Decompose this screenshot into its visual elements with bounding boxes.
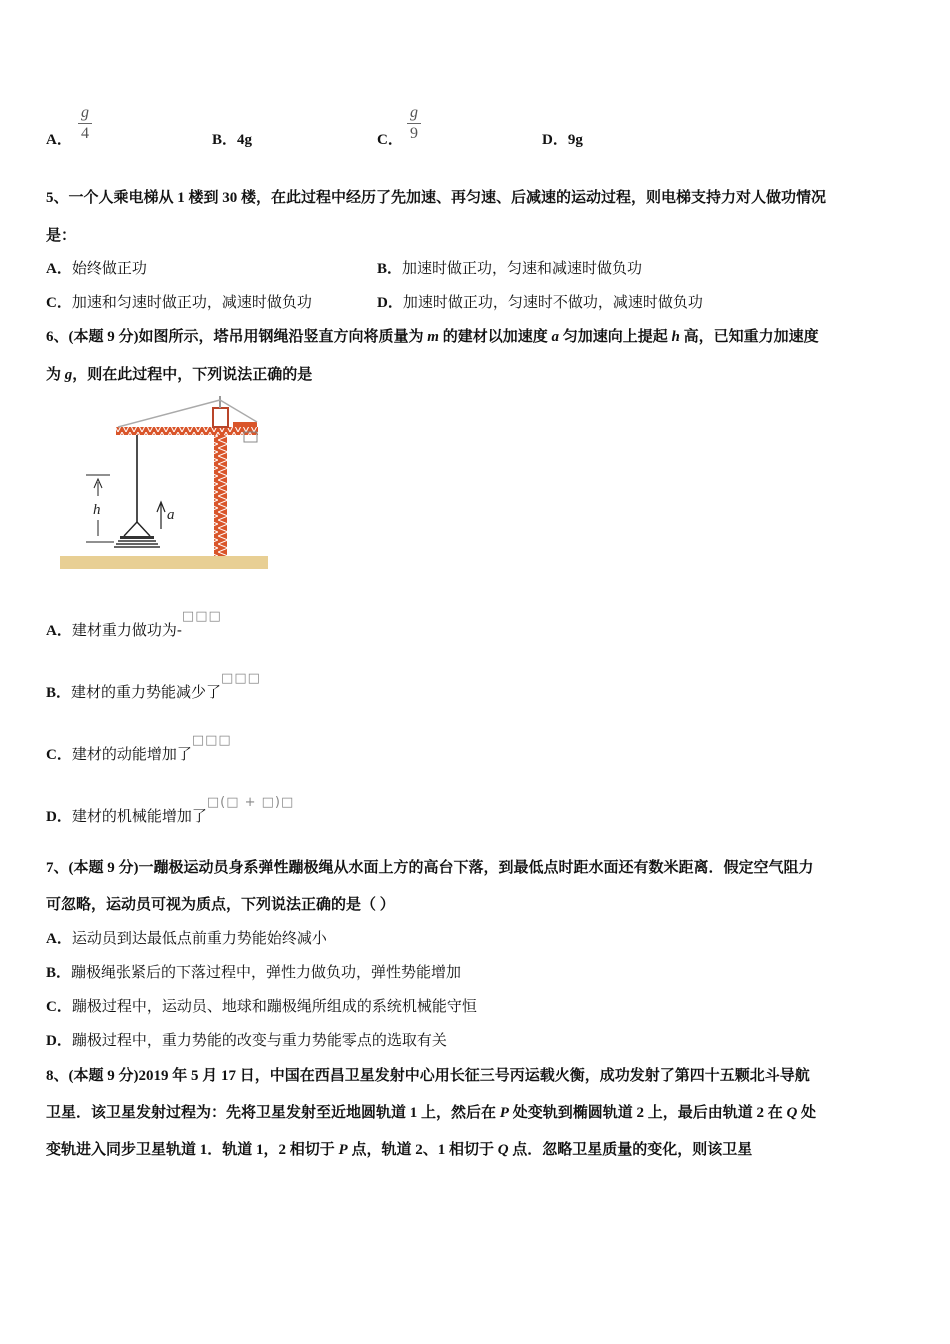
option-letter: C． — [377, 132, 403, 148]
q7-option-c — [46, 995, 477, 1016]
q8-text: 2019 年 5 月 17 日，中国在西昌卫星发射中心用长征三号丙运载火衡，成功发射了第四十五颗北斗导航 — [138, 1068, 810, 1084]
option-text: 建材的动能增加了 — [71, 745, 192, 763]
option-letter: C． — [46, 295, 72, 311]
var-q: Q — [786, 1105, 798, 1121]
q4-option-b — [212, 128, 252, 149]
option-text: 加速时做正功，匀速时不做功，减速时做负功 — [402, 293, 703, 311]
option-text: 4g — [237, 132, 253, 148]
q6-text: ，则在此过程中，下列说法正确的是 — [72, 367, 313, 383]
option-letter: A． — [46, 931, 72, 947]
q5-option-c — [46, 291, 312, 312]
option-text: 蹦极过程中，重力势能的改变与重力势能零点的选取有关 — [71, 1031, 447, 1049]
q8-text: 点，轨道 2、1 相切于 — [347, 1142, 498, 1158]
ground — [60, 556, 268, 569]
q6-option-c — [46, 733, 232, 764]
option-text: 运动员到达最低点前重力势能始终减小 — [71, 929, 327, 947]
q7-stem-line1 — [46, 856, 814, 877]
question-number: 6、 — [46, 329, 69, 345]
var-h: h — [671, 329, 680, 345]
crane-tie-rod — [118, 400, 220, 427]
option-letter: A． — [46, 132, 72, 148]
var-g: g — [64, 367, 73, 383]
option-text: 蹦极绳张紧后的下落过程中，弹性力做负功，弹性势能增加 — [71, 963, 462, 981]
q6-text: 的建材以加速度 — [438, 329, 552, 345]
q4-option-c — [377, 128, 403, 149]
option-text: 建材重力做功为- — [71, 621, 182, 639]
height-label: h — [93, 502, 101, 518]
q8-stem-line3 — [46, 1138, 752, 1159]
q6-option-b — [46, 671, 261, 702]
q8-text: 卫星．该卫星发射过程为：先将卫星发射至近地圆轨道 1 上，然后在 — [46, 1105, 500, 1121]
q6-text: 如图所示，塔吊用钢绳沿竖直方向将质量为 — [138, 329, 428, 345]
option-letter: B． — [212, 132, 238, 148]
q7-option-b — [46, 961, 461, 982]
option-letter: A． — [46, 261, 72, 277]
q4-option-d — [542, 128, 583, 149]
option-text: 始终做正功 — [71, 259, 147, 277]
q6-text: 匀加速向上提起 — [558, 329, 672, 345]
crane-counter-jib — [233, 422, 257, 427]
option-text: 加速和匀速时做正功，减速时做负功 — [71, 293, 312, 311]
var-p: P — [338, 1142, 348, 1158]
q5-option-d — [377, 291, 703, 312]
q7-option-d — [46, 1029, 447, 1050]
q8-text: 处变轨到椭圆轨道 2 上，最后由轨道 2 在 — [508, 1105, 787, 1121]
option-text: 加速时做正功，匀速和减速时做负功 — [402, 259, 643, 277]
var-q: Q — [497, 1142, 509, 1158]
q5-stem-line1: 5、一个人乘电梯从 1 楼到 30 楼，在此过程中经历了先加速、再匀速、后减速的运动过程，则电梯支持力对人做功情况 — [46, 190, 827, 206]
option-letter: A． — [46, 623, 72, 639]
option-letter: D． — [542, 132, 568, 148]
option-text: 建材的重力势能减少了 — [71, 683, 222, 701]
question-number: 7、 — [46, 860, 69, 876]
option-text: 建材的机械能增加了 — [71, 807, 207, 825]
q4-option-a-fraction — [78, 104, 92, 143]
tower-crane-figure — [58, 392, 272, 574]
option-letter: B． — [46, 965, 72, 981]
q8-text: 点．忽略卫星质量的变化，则该卫星 — [508, 1142, 753, 1158]
building-material-load — [114, 536, 160, 547]
option-formula: □□□ — [181, 609, 222, 624]
q7-option-a — [46, 927, 327, 948]
q6-text: 为 — [46, 367, 65, 383]
option-letter: C． — [46, 999, 72, 1015]
q6-option-a — [46, 609, 222, 640]
crane-top — [213, 408, 228, 427]
option-letter: D． — [46, 1033, 72, 1049]
option-formula: □□□ — [191, 733, 232, 748]
denominator: 4 — [81, 125, 89, 142]
q6-stem-line2 — [46, 363, 312, 384]
question-number: 8、 — [46, 1068, 69, 1084]
var-m: m — [427, 329, 439, 345]
option-formula: □(□ + □)□ — [206, 795, 295, 810]
option-letter: D． — [46, 809, 72, 825]
q7-text: 一蹦极运动员身系弹性蹦极绳从水面上方的高台下落，到最低点时距水面还有数米距离．假定空气阻力 — [138, 860, 814, 876]
q5-stem-line2: 是： — [46, 228, 77, 244]
var-a: a — [551, 329, 559, 345]
option-text: 9g — [567, 132, 583, 148]
question-score-tag: (本题 9 分) — [68, 329, 139, 345]
question-score-tag: (本题 9 分) — [68, 860, 139, 876]
q8-stem-line1 — [46, 1064, 810, 1085]
q8-text: 变轨进入同步卫星轨道 1．轨道 1，2 相切于 — [46, 1142, 339, 1158]
q6-text: 高，已知重力加速度 — [679, 329, 819, 345]
q4-option-c-fraction — [407, 104, 421, 143]
q8-text: 处 — [797, 1105, 817, 1121]
numerator: g — [410, 104, 418, 121]
option-letter: B． — [377, 261, 403, 277]
q5-option-a — [46, 257, 147, 278]
q6-stem-line1 — [46, 325, 819, 346]
option-letter: B． — [46, 685, 72, 701]
option-text: 蹦极过程中，运动员、地球和蹦极绳所组成的系统机械能守恒 — [71, 997, 477, 1015]
q6-option-d — [46, 795, 295, 826]
acceleration-label: a — [167, 507, 175, 523]
q5-option-b — [377, 257, 642, 278]
option-letter: D． — [377, 295, 403, 311]
denominator: 9 — [410, 125, 418, 142]
q4-option-a — [46, 128, 72, 149]
option-formula: □□□ — [221, 671, 261, 686]
var-p: P — [499, 1105, 509, 1121]
question-score-tag: (本题 9 分) — [68, 1068, 139, 1084]
option-letter: C． — [46, 747, 72, 763]
q8-stem-line2 — [46, 1101, 816, 1122]
numerator: g — [81, 104, 89, 121]
q7-stem-line2: 可忽略，运动员可视为质点，下列说法正确的是（ ） — [46, 897, 395, 913]
